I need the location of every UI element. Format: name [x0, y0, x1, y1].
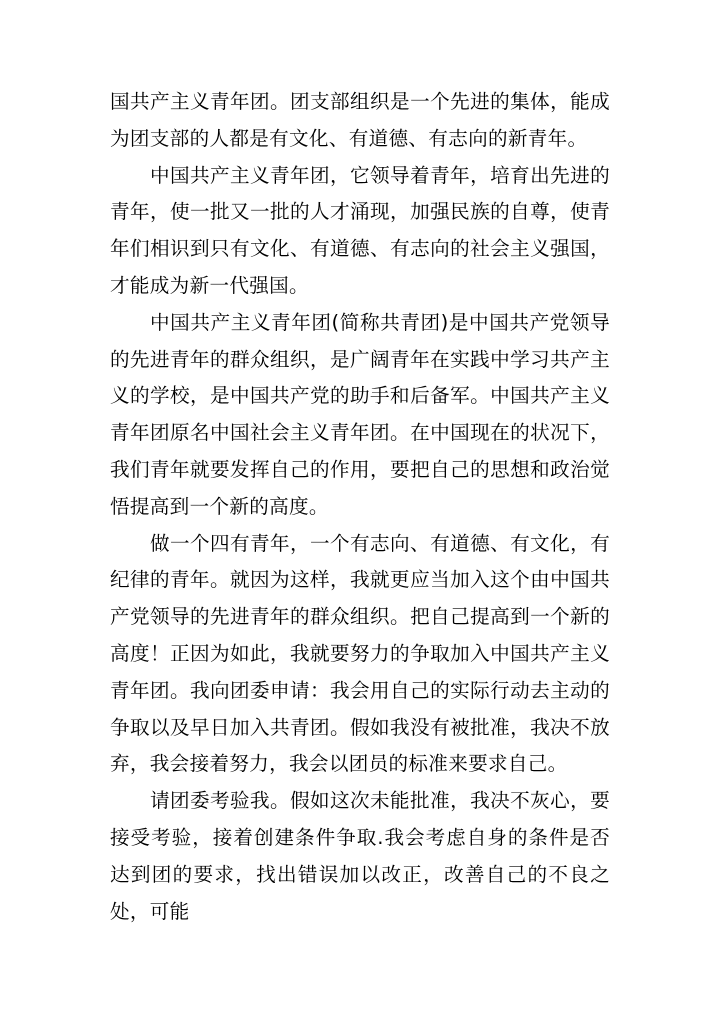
document-page	[110, 84, 610, 930]
paragraph-2: 中国共产主义青年团，它领导着青年，培育出先进的青年，使一批又一批的人才涌现，加强民族的自尊，使青年们相识到只有文化、有道德、有志向的社会主义强国，才能成为新一代强国。	[110, 163, 610, 297]
paragraph-4: 做一个四有青年，一个有志向、有道德、有文化，有纪律的青年。就因为这样，我就更应当加入这个由中国共产党领导的先进青年的群众组织。把自己提高到一个新的高度！正因为如此，我就要努力的争取加入中国共产主义青年团。我向团委申请：我会用自己的实际行动去主动的争取以及早日加入共青团。假如我没有被批准，我决不放弃，我会接着努力，我会以团员的标准来要求自己。	[110, 531, 610, 776]
paragraph-3: 中国共产主义青年团(简称共青团)是中国共产党领导的先进青年的群众组织，是广阔青年在实践中学习共产主义的学校，是中国共产党的助手和后备军。中国共产主义青年团原名中国社会主义青年团。在中国现在的状况下，我们青年就要发挥自己的作用，要把自己的思想和政治觉悟提高到一个新的高度。	[110, 310, 610, 518]
paragraph-1: 国共产主义青年团。团支部组织是一个先进的集体，能成为团支部的人都是有文化、有道德、有志向的新青年。	[110, 90, 610, 150]
paragraph-5: 请团委考验我。假如这次未能批准，我决不灰心，要接受考验，接着创建条件争取.我会考虑自身的条件是否达到团的要求，找出错误加以改正，改善自己的不良之处，可能	[110, 789, 610, 923]
